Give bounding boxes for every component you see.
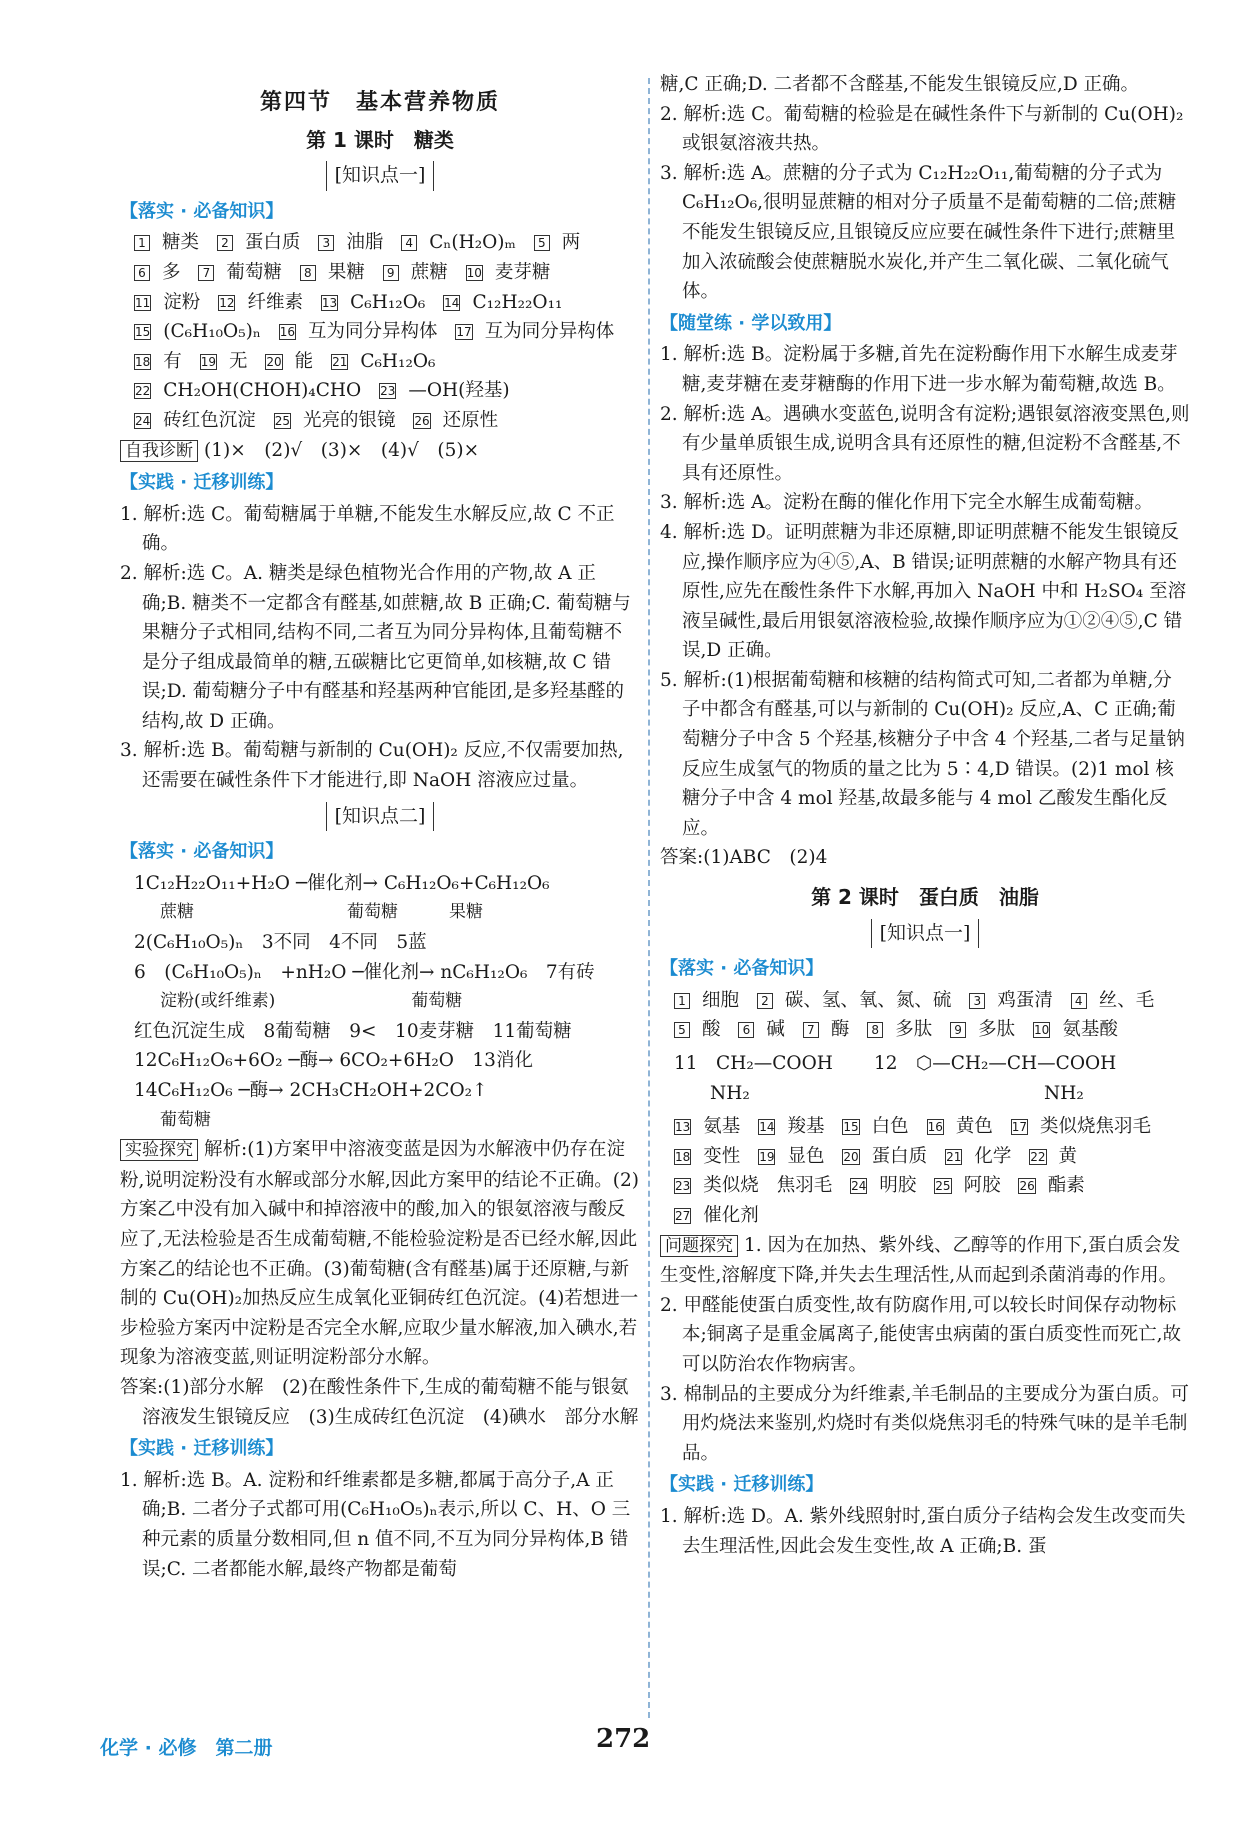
answer-number: 20 bbox=[843, 1149, 859, 1164]
left-column bbox=[120, 70, 640, 1584]
class-solution-2: 2. 解析:选 A。遇碘水变蓝色,说明含有淀粉;遇银氨溶液变黑色,则有少量单质银生成,说明含具有还原性的糖,但淀粉不含醛基,不具有还原性。 bbox=[660, 403, 1190, 484]
answer-item: 14 C₁₂H₂₂O₁₁ bbox=[444, 291, 563, 313]
answer-item: 27 催化剂 bbox=[675, 1204, 759, 1226]
answer-number: 27 bbox=[675, 1208, 691, 1223]
equation-2-labels: 淀粉(或纤维素) 葡萄糖 bbox=[160, 991, 463, 1012]
right-column bbox=[660, 70, 1190, 1561]
answer-item: 24 砖红色沉淀 bbox=[135, 409, 256, 431]
answer-number: 6 bbox=[134, 265, 150, 281]
section-heading-practice-2: 【实践 · 迁移训练】 bbox=[120, 1438, 284, 1460]
answer-number: 26 bbox=[414, 413, 430, 428]
answer-number: 16 bbox=[279, 325, 296, 340]
class-solution-5: 5. 解析:(1)根据葡萄糖和核糖的结构简式可知,二者都为单糖,分子中都含有醛基,可以与新制的 Cu(OH)₂ 反应,A、C 正确;葡萄糖分子中含 5 个羟基,核糖分子中含 4 个羟基,二者与足量钠反应生成氢气的物质的量之比为 5∶4,D 错误。(2)1 mol 核糖分子中含 4 mol 羟基,故最多能与 4 mol 乙酸发生酯化反应。 bbox=[660, 669, 1185, 839]
knowledge-point-1: [知识点一] bbox=[120, 161, 640, 191]
answer-number: 4 bbox=[401, 235, 417, 251]
answer-number: 8 bbox=[867, 1022, 883, 1038]
answer-item: 5 两 bbox=[534, 232, 581, 253]
answer-number: 15 bbox=[843, 1120, 859, 1135]
answer-number: 14 bbox=[759, 1120, 775, 1135]
answer-number: 19 bbox=[759, 1149, 775, 1164]
answer-item: 8 多肽 bbox=[867, 1019, 932, 1040]
explore-2: 2. 甲醛能使蛋白质变性,故有防腐作用,可以较长时间保存动物标本;铜离子是重金属离子,能使害虫病菌的蛋白质变性而死亡,故可以防治农作物病害。 bbox=[660, 1294, 1181, 1375]
answer-number: 10 bbox=[466, 265, 482, 280]
structure-formulas bbox=[660, 1049, 1190, 1108]
answer-number: 13 bbox=[321, 295, 338, 310]
solution-r3: 3. 解析:选 A。蔗糖的分子式为 C₁₂H₂₂O₁₁,葡萄糖的分子式为 C₆H₁₂O₆,很明显蔗糖的相对分子质量不是葡萄糖的二倍;蔗糖不能发生银镜反应,且银镜反应应要在碱性条件下进行;蔗糖里加入浓硫酸会使蔗糖脱水炭化,并产生二氧化碳、二氧化硫气体。 bbox=[660, 162, 1177, 303]
answer-item: 13 氨基 bbox=[675, 1116, 741, 1138]
page-number: 272 bbox=[596, 1724, 651, 1754]
class-solution-1: 1. 解析:选 B。淀粉属于多糖,首先在淀粉酶作用下水解生成麦芽糖,麦芽糖在麦芽糖酶的作用下进一步水解为葡萄糖,故选 B。 bbox=[660, 344, 1178, 395]
experiment-answer: 答案:(1)部分水解 (2)在酸性条件下,生成的葡萄糖不能与银氨溶液发生银镜反应 (3)生成砖红色沉淀 (4)碘水 部分水解 bbox=[120, 1376, 639, 1428]
answer-item: 5 酸 bbox=[674, 1019, 721, 1040]
knowledge-point-1b: [知识点一] bbox=[660, 919, 1190, 949]
solution-r2: 2. 解析:选 C。葡萄糖的检验是在碱性条件下与新制的 Cu(OH)₂ 或银氨溶液共热。 bbox=[660, 103, 1184, 155]
solution-3: 3. 解析:选 B。葡萄糖与新制的 Cu(OH)₂ 反应,不仅需要加热,还需要在碱性条件下才能进行,即 NaOH 溶液应过量。 bbox=[120, 740, 624, 792]
section-heading-practice: 【实践 · 迁移训练】 bbox=[120, 472, 284, 494]
answer-grid-2b bbox=[660, 1015, 1190, 1045]
answer-number: 9 bbox=[950, 1022, 966, 1038]
answer-number: 5 bbox=[534, 235, 550, 251]
column-divider bbox=[648, 78, 650, 1718]
answer-number: 21 bbox=[946, 1149, 962, 1164]
answer-item: 20 能 bbox=[266, 350, 314, 372]
answer-item: 9 蔗糖 bbox=[383, 262, 448, 283]
answer-item: 1 细胞 bbox=[674, 990, 739, 1011]
answer-number: 9 bbox=[383, 265, 399, 281]
answer-item: 19 显色 bbox=[759, 1145, 825, 1167]
answer-item: 15 (C₆H₁₀O₅)ₙ bbox=[135, 321, 261, 343]
answer-item: 2 蛋白质 bbox=[217, 232, 301, 253]
section-heading-base-2: 【落实 · 必备知识】 bbox=[120, 841, 284, 863]
answer-item: 18 有 bbox=[135, 350, 182, 372]
answer-number: 15 bbox=[135, 325, 151, 340]
equation-4: 14C₆H₁₂O₆ ─酶→ 2CH₃CH₂OH+2CO₂↑ bbox=[134, 1080, 488, 1101]
answer-item: 21 化学 bbox=[946, 1145, 1012, 1167]
section-title: 第四节 基本营养物质 bbox=[259, 90, 500, 115]
answer-number: 1 bbox=[674, 993, 690, 1009]
answer-number: 13 bbox=[675, 1120, 691, 1135]
answer-item: 26 还原性 bbox=[414, 409, 499, 431]
answer-item: 9 多肽 bbox=[950, 1019, 1015, 1040]
section-heading-base-3: 【落实 · 必备知识】 bbox=[660, 958, 824, 980]
answer-number: 14 bbox=[444, 295, 460, 310]
class-solution-5-answer: 答案:(1)ABC (2)4 bbox=[660, 847, 828, 869]
question-explore: 问题探究 1. 因为在加热、紫外线、乙醇等的作用下,蛋白质会发生变性,溶解度下降,并失去生理活性,从而起到杀菌消毒的作用。 bbox=[660, 1234, 1181, 1287]
solution-f1: 1. 解析:选 D。A. 紫外线照射时,蛋白质分子结构会发生改变而失去生理活性,因此会发生变性,故 A 正确;B. 蛋 bbox=[660, 1505, 1186, 1557]
answer-number: 20 bbox=[266, 354, 282, 369]
answer-number: 7 bbox=[803, 1022, 819, 1038]
answer-row-2: 2(C₆H₁₀O₅)ₙ 3不同 4不同 5蓝 bbox=[134, 932, 427, 954]
answer-number: 16 bbox=[927, 1120, 943, 1135]
answer-row-3: 红色沉淀生成 8葡萄糖 9< 10麦芽糖 11葡萄糖 bbox=[134, 1020, 572, 1042]
answer-grid-2a bbox=[660, 986, 1190, 1016]
answer-number: 25 bbox=[274, 413, 290, 428]
formula-12: 12 ⬡—CH₂—CH—COOH NH₂ bbox=[874, 1053, 1117, 1104]
answer-item: 20 蛋白质 bbox=[843, 1145, 928, 1167]
section-heading-practice-3: 【实践 · 迁移训练】 bbox=[660, 1474, 824, 1496]
explore-3: 3. 棉制品的主要成分为纤维素,羊毛制品的主要成分为蛋白质。可用灼烧法来鉴别,灼烧时有类似烧焦羽毛的特殊气味的是羊毛制品。 bbox=[660, 1383, 1189, 1464]
answer-item: 8 果糖 bbox=[300, 262, 365, 283]
answer-number: 19 bbox=[200, 354, 216, 369]
answer-item: 10 氨基酸 bbox=[1034, 1019, 1118, 1041]
answer-number: 23 bbox=[675, 1179, 691, 1194]
answer-item: 7 酶 bbox=[803, 1019, 850, 1040]
self-check: 自我诊断 (1)× (2)√ (3)× (4)√ (5)× bbox=[120, 436, 640, 467]
answer-item: 10 麦芽糖 bbox=[466, 261, 551, 283]
answer-item: 4 Cₙ(H₂O)ₘ bbox=[401, 232, 516, 253]
answer-number: 4 bbox=[1071, 993, 1087, 1009]
equation-1-labels: 蔗糖 葡萄糖 果糖 bbox=[160, 902, 483, 923]
answer-item: 3 鸡蛋清 bbox=[969, 990, 1053, 1011]
equation-2: 6 (C₆H₁₀O₅)ₙ +nH₂O ─催化剂→ nC₆H₁₂O₆ 7有砖 bbox=[134, 961, 595, 983]
answer-number: 3 bbox=[318, 235, 334, 251]
class-solution-4: 4. 解析:选 D。证明蔗糖为非还原糖,即证明蔗糖不能发生银镜反应,操作顺序应为④⑤,A、B 错误;证明蔗糖的水解产物具有还原性,应先在酸性条件下水解,再加入 NaOH 中和 H₂SO₄ 至溶液呈碱性,最后用银氨溶液检验,故操作顺序应为①②④⑤,C 错误,D 正确。 bbox=[660, 521, 1187, 662]
equation-3: 12C₆H₁₂O₆+6O₂ ─酶→ 6CO₂+6H₂O 13消化 bbox=[134, 1050, 533, 1072]
answer-number: 23 bbox=[380, 384, 396, 399]
answer-number: 3 bbox=[969, 993, 985, 1009]
answer-item: 17 互为同分异构体 bbox=[456, 321, 615, 343]
class-solution-3: 3. 解析:选 A。淀粉在酶的催化作用下完全水解生成葡萄糖。 bbox=[660, 492, 1154, 514]
formula-11: 11 CH₂—COOH NH₂ bbox=[674, 1053, 833, 1104]
answer-item: 24 明胶 bbox=[851, 1175, 917, 1197]
answer-item: 6 碱 bbox=[738, 1019, 785, 1040]
answer-item: 17 类似烧焦羽毛 bbox=[1011, 1116, 1152, 1138]
answer-item: 6 多 bbox=[134, 262, 181, 283]
lesson2-title: 第 2 课时 蛋白质 油脂 bbox=[811, 885, 1039, 910]
answer-number: 24 bbox=[135, 413, 151, 428]
answer-number: 5 bbox=[674, 1022, 690, 1038]
answer-item: 3 油脂 bbox=[318, 232, 383, 253]
answer-number: 22 bbox=[135, 384, 151, 399]
answer-number: 1 bbox=[134, 235, 150, 251]
lesson1-title: 第 1 课时 糖类 bbox=[306, 127, 454, 152]
answer-item: 26 酯素 bbox=[1019, 1175, 1085, 1197]
answer-item: 22 CH₂OH(CHOH)₄CHO bbox=[135, 380, 362, 402]
answer-item: 16 互为同分异构体 bbox=[279, 321, 438, 343]
answer-number: 17 bbox=[456, 325, 472, 340]
answer-item: 22 黄 bbox=[1030, 1145, 1078, 1167]
answer-grid-1 bbox=[120, 228, 640, 435]
answer-number: 2 bbox=[757, 993, 773, 1009]
continued-text: 糖,C 正确;D. 二者都不含醛基,不能发生银镜反应,D 正确。 bbox=[660, 74, 1140, 95]
solution-q1: 1. 解析:选 B。A. 淀粉和纤维素都是多糖,都属于高分子,A 正确;B. 二者分子式都可用(C₆H₁₀O₅)ₙ表示,所以 C、H、O 三种元素的质量分数相同,但 n 值不同,不互为同分异构体,B 错误;C. 二者都能水解,最终产物都是葡萄 bbox=[120, 1469, 631, 1580]
answer-item: 11 淀粉 bbox=[135, 291, 201, 313]
answer-number: 24 bbox=[851, 1179, 867, 1194]
equation-4-labels: 葡萄糖 bbox=[160, 1109, 211, 1130]
solution-1: 1. 解析:选 C。葡萄糖属于单糖,不能发生水解反应,故 C 不正确。 bbox=[120, 503, 615, 555]
answer-number: 25 bbox=[935, 1179, 951, 1194]
answer-number: 22 bbox=[1030, 1149, 1046, 1164]
answer-number: 12 bbox=[219, 295, 235, 310]
answer-item: 16 黄色 bbox=[927, 1116, 993, 1138]
answer-number: 21 bbox=[332, 354, 348, 369]
answer-item: 21 C₆H₁₂O₆ bbox=[332, 350, 436, 372]
answer-number: 18 bbox=[135, 354, 151, 369]
answer-number: 6 bbox=[738, 1022, 754, 1038]
equation-1: 1C₁₂H₂₂O₁₁+H₂O ─催化剂→ C₆H₁₂O₆+C₆H₁₂O₆ bbox=[134, 872, 550, 894]
answer-number: 10 bbox=[1034, 1023, 1050, 1038]
answer-item: 18 变性 bbox=[675, 1145, 741, 1167]
answer-item: 7 葡萄糖 bbox=[198, 262, 282, 283]
section-heading-base: 【落实 · 必备知识】 bbox=[120, 200, 284, 222]
answer-number: 8 bbox=[300, 265, 316, 281]
answer-item: 25 阿胶 bbox=[935, 1175, 1001, 1197]
answer-item: 焦羽毛 bbox=[776, 1175, 833, 1197]
answer-number: 11 bbox=[135, 295, 151, 310]
answer-item: 13 C₆H₁₂O₆ bbox=[321, 291, 426, 313]
answer-number: 18 bbox=[675, 1149, 691, 1164]
section-heading-class-practice: 【随堂练 · 学以致用】 bbox=[660, 312, 842, 334]
answer-item: 2 碳、氢、氧、氮、硫 bbox=[757, 990, 952, 1011]
book-footer: 化学 · 必修 第二册 bbox=[100, 1737, 273, 1759]
answer-grid-3 bbox=[660, 1112, 1190, 1230]
solution-2: 2. 解析:选 C。A. 糖类是绿色植物光合作用的产物,故 A 正确;B. 糖类不一定都含有醛基,如蔗糖,故 B 正确;C. 葡萄糖与果糖分子式相同,结构不同,二者互为同分异构体,且葡萄糖不是分子组成最简单的糖,五碳糖比它更简单,如核糖,故 C 错误;D. 葡萄糖分子中有醛基和羟基两种官能团,是多羟基醛的结构,故 D 正确。 bbox=[120, 562, 631, 732]
experiment-analysis: 实验探究 解析:(1)方案甲中溶液变蓝是因为水解液中仍存在淀粉,说明淀粉没有水解或部分水解,因此方案甲的结论不正确。(2)方案乙中没有加入碱中和掉溶液中的酸,加入的银氨溶液与酸反应了,无法检验是否生成葡萄糖,不能检验淀粉是否已经水解,因此方案乙的结论也不正确。(3)葡萄糖(含有醛基)属于还原糖,与新制的 Cu(OH)₂加热反应生成氧化亚铜砖红色沉淀。(4)若想进一步检验方案丙中淀粉是否完全水解,应取少量水解液,加入碘水,若现象为溶液变蓝,则证明淀粉部分水解。 bbox=[120, 1139, 639, 1369]
answer-item: 19 无 bbox=[200, 350, 248, 372]
answer-item: 15 白色 bbox=[843, 1116, 909, 1138]
answer-item: 23 —OH(羟基) bbox=[380, 380, 510, 402]
answer-number: 17 bbox=[1011, 1120, 1028, 1135]
answer-number: 2 bbox=[217, 235, 233, 251]
answer-item: 14 羧基 bbox=[759, 1116, 825, 1138]
answer-item: 23 类似烧 bbox=[675, 1175, 759, 1197]
answer-item: 4 丝、毛 bbox=[1071, 990, 1155, 1011]
answer-item: 1 糖类 bbox=[134, 232, 199, 253]
answer-item: 25 光亮的银镜 bbox=[274, 409, 396, 431]
answer-item: 12 纤维素 bbox=[219, 291, 303, 313]
answer-number: 26 bbox=[1019, 1179, 1035, 1194]
answer-number: 7 bbox=[198, 265, 214, 281]
knowledge-point-2: [知识点二] bbox=[120, 802, 640, 832]
